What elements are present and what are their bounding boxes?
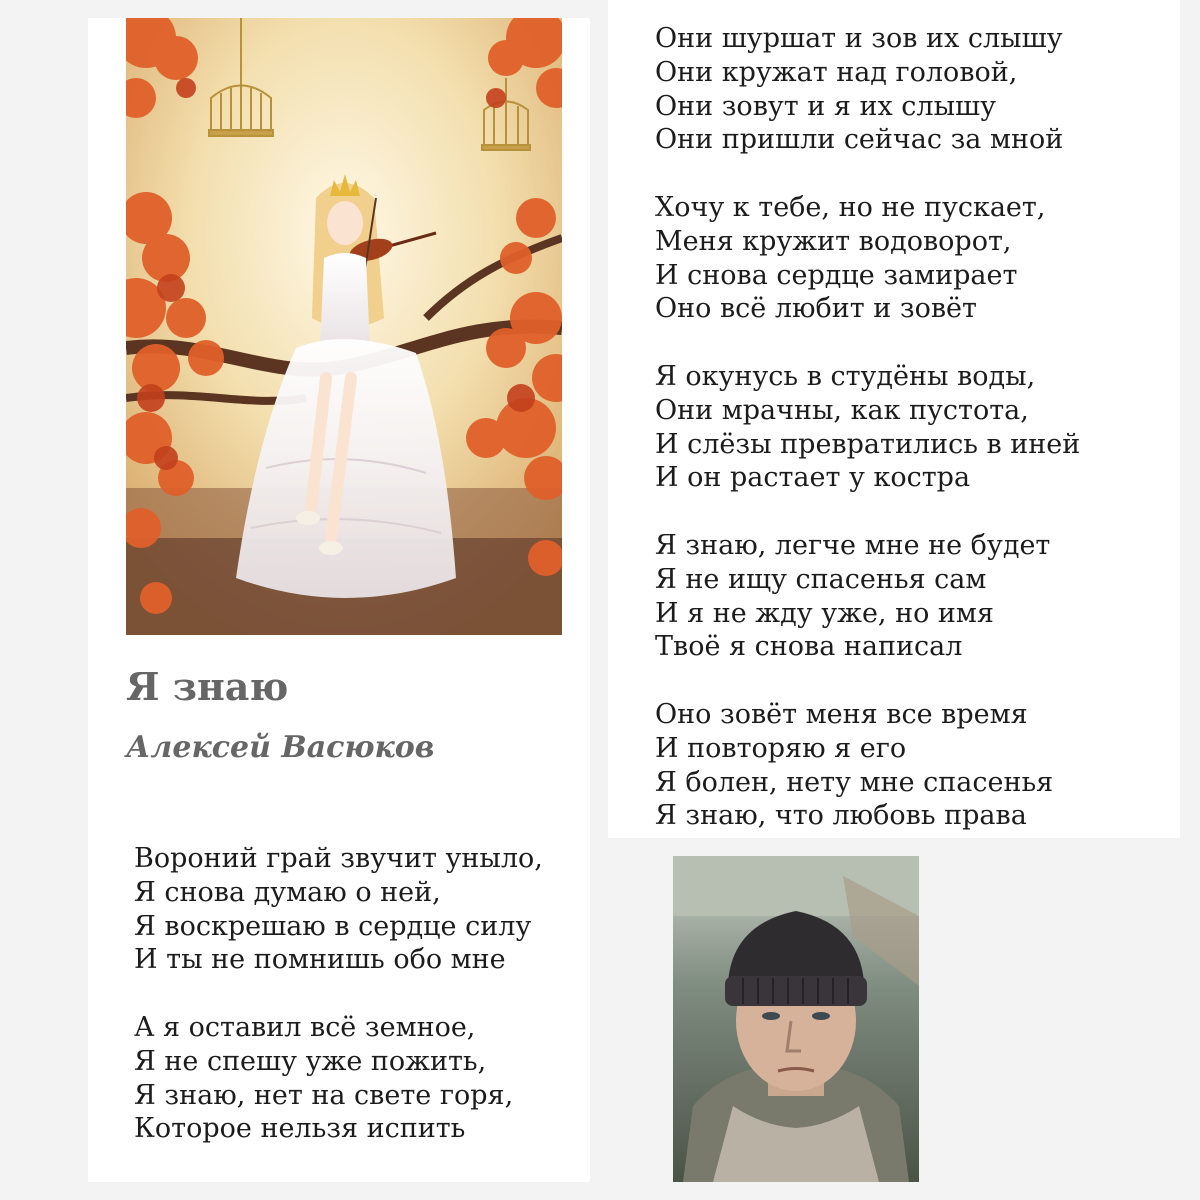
stanza bbox=[655, 360, 1080, 495]
poem-line: Я знаю, нет на свете горя, bbox=[134, 1079, 514, 1111]
stanza bbox=[134, 1011, 543, 1146]
poem-title: Я знаю bbox=[126, 664, 289, 709]
poem-line: Я знаю, что любовь права bbox=[655, 800, 1027, 832]
poem-line: Я болен, нету мне спасенья bbox=[655, 766, 1054, 798]
poem-line: Которое нельзя испить bbox=[134, 1113, 466, 1145]
poem-left-column bbox=[134, 842, 543, 1146]
illustration-violinist-autumn bbox=[126, 18, 562, 635]
poem-line: И я не жду уже, но имя bbox=[655, 597, 994, 629]
poem-line: Я знаю, легче мне не будет bbox=[655, 529, 1051, 561]
stanza bbox=[655, 529, 1080, 664]
poem-line: Я не спешу уже пожить, bbox=[134, 1045, 487, 1077]
poem-author: Алексей Васюков bbox=[126, 730, 435, 765]
poem-line: Твоё я снова написал bbox=[655, 631, 963, 663]
stanza bbox=[655, 191, 1080, 326]
poem-line: Они шуршат и зов их слышу bbox=[655, 23, 1063, 54]
stanza bbox=[655, 698, 1080, 833]
poem-line: Оно всё любит и зовёт bbox=[655, 293, 977, 325]
poem-line: Я снова думаю о ней, bbox=[134, 876, 441, 908]
author-photo bbox=[673, 856, 919, 1182]
stanza bbox=[134, 842, 543, 977]
poem-line: Оно зовёт меня все время bbox=[655, 698, 1028, 730]
poem-line: И ты не помнишь обо мне bbox=[134, 944, 506, 976]
poem-line: Они зовут и я их слышу bbox=[655, 90, 997, 122]
poem-line: И снова сердце замирает bbox=[655, 259, 1018, 291]
poem-line: Меня кружит водоворот, bbox=[655, 225, 1012, 257]
stanza bbox=[655, 22, 1080, 157]
poem-right-column bbox=[655, 22, 1080, 833]
poem-line: Они мрачны, как пустота, bbox=[655, 394, 1029, 426]
poem-line: Вороний грай звучит уныло, bbox=[134, 843, 543, 874]
poem-line: А я оставил всё земное, bbox=[134, 1011, 476, 1043]
poem-line: И повторяю я его bbox=[655, 732, 907, 764]
poem-line: Я воскрешаю в сердце силу bbox=[134, 910, 532, 942]
poem-line: Они кружат над головой, bbox=[655, 56, 1018, 88]
poem-line: Хочу к тебе, но не пускает, bbox=[655, 191, 1046, 223]
poem-line: И слёзы превратились в иней bbox=[655, 428, 1081, 460]
poem-line: Я не ищу спасенья сам bbox=[655, 563, 987, 595]
poem-line: Я окунусь в студёны воды, bbox=[655, 360, 1036, 392]
poem-line: И он растает у костра bbox=[655, 462, 971, 494]
poem-line: Они пришли сейчас за мной bbox=[655, 124, 1064, 156]
